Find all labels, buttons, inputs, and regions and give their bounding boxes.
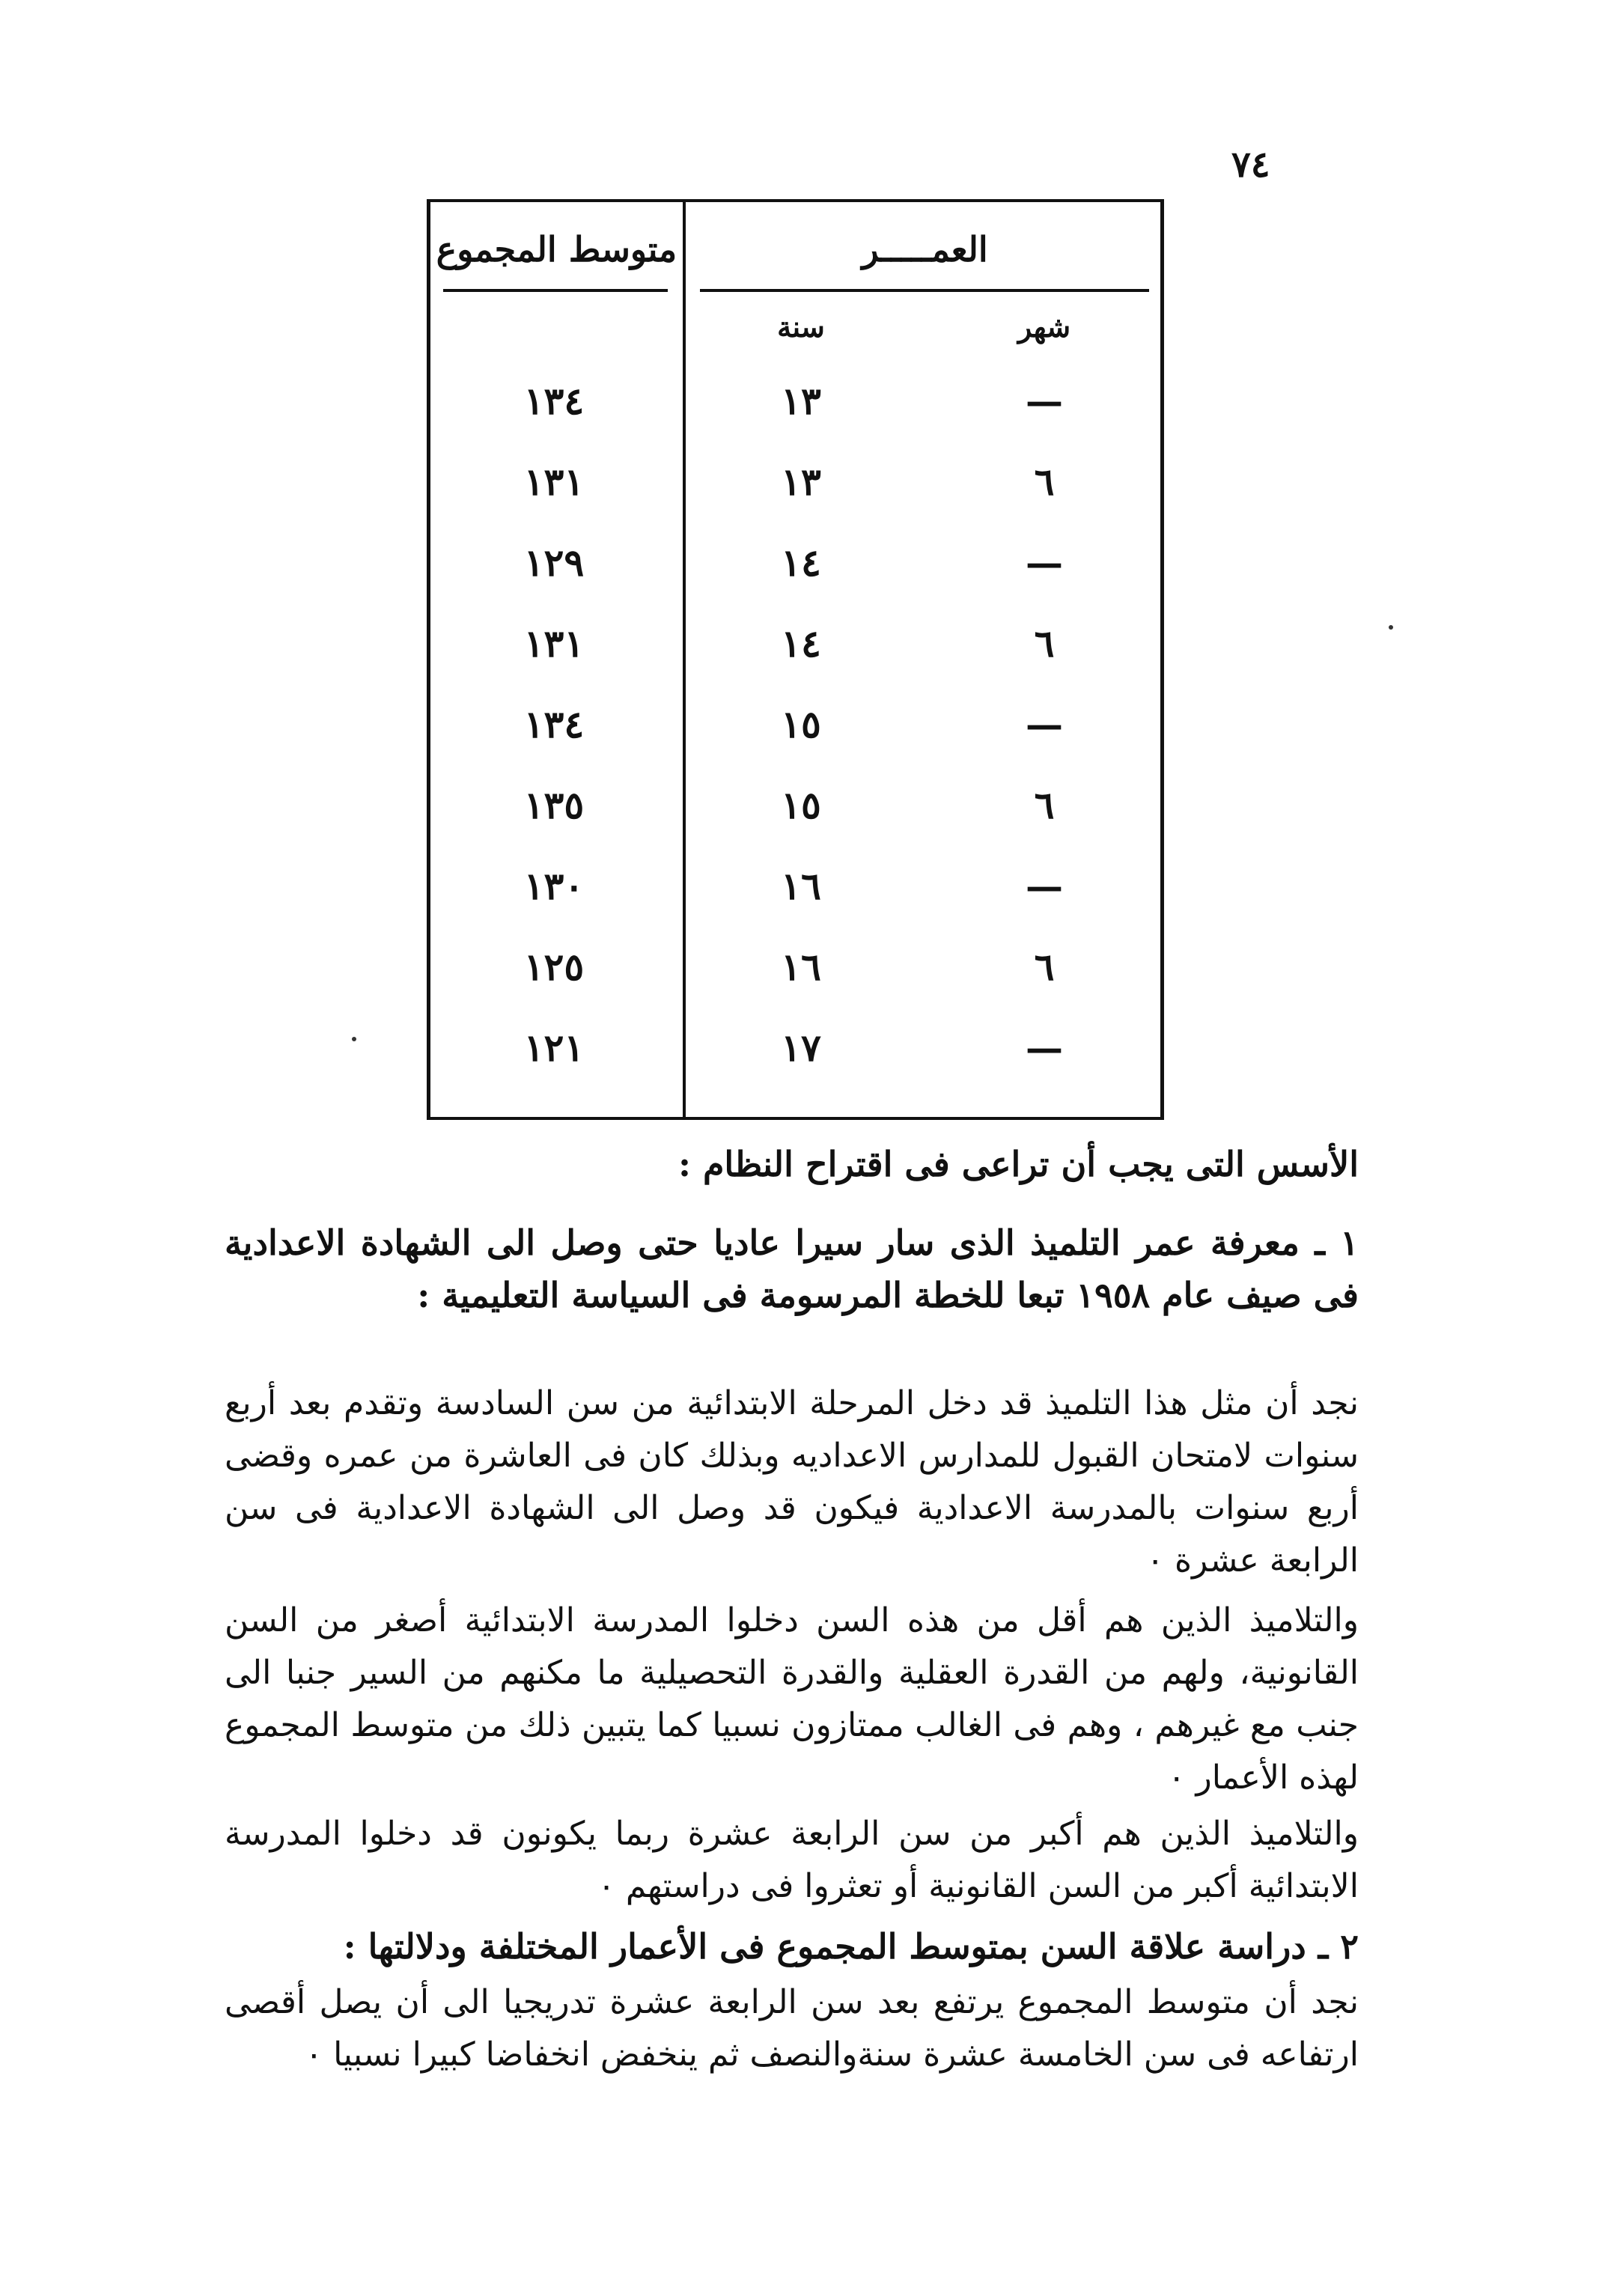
year-cell: ١٦: [781, 945, 821, 989]
age-score-table: [427, 199, 1164, 1120]
table-row: [427, 783, 1164, 864]
month-cell: —: [1026, 702, 1063, 746]
table-bottom-border: [427, 1117, 1164, 1120]
month-cell: —: [1026, 864, 1063, 908]
numbered-heading-2: ٢ ـ دراسة علاقة السن بمتوسط المجموع فى الأعمار المختلفة ودلالتها :: [343, 1926, 1359, 1967]
year-cell: ١٤: [781, 540, 821, 585]
month-cell: —: [1026, 1026, 1063, 1070]
average-cell: ١٢٩: [523, 540, 585, 585]
month-cell: ٦: [1034, 460, 1055, 504]
year-cell: ١٥: [781, 783, 821, 827]
paragraph: والتلاميذ الذين هم أكبر من سن الرابعة عشرة ربما يكونون قد دخلوا المدرسة الابتدائية أكبر من السن القانونية أو تعثروا فى دراستهم ٠: [225, 1815, 1359, 1905]
average-cell: ١٣٥: [523, 783, 585, 827]
paragraph: والتلاميذ الذين هم أقل من هذه السن دخلوا المدرسة الابتدائية أصغر من السن القانونية، ولهم من القدرة العقلية والقدرة التحصيلية ما مكنهم من السير جنبا الى جنب مع غيرهم ، وهم فى الغالب ممتازون نسبيا كما يتبين ذلك من متوسط المجموع لهذه الأعمار ٠: [225, 1601, 1359, 1797]
average-cell: ١٣٤: [523, 702, 585, 746]
paragraph: نجد أن مثل هذا التلميذ قد دخل المرحلة الابتدائية من سن السادسة وتقدم بعد أربع سنوات لامتحان القبول للمدارس الاعداديه وبذلك كان فى العاشرة من عمره وقضى أربع سنوات بالمدرسة الاعدادية فيكون قد وصل الى الشهادة الاعدادية فى سن الرابعة عشرة ٠: [225, 1384, 1359, 1580]
section-heading: الأسس التى يجب أن تراعى فى اقتراح النظام :: [677, 1144, 1359, 1184]
average-cell: ١٣١: [523, 460, 585, 504]
table-top-border: [427, 199, 1164, 202]
header-underline-age: [700, 289, 1149, 292]
year-cell: ١٥: [781, 702, 821, 746]
year-cell: ١٣: [781, 379, 821, 423]
average-cell: ١٣٠: [523, 864, 585, 908]
year-cell: ١٧: [781, 1026, 821, 1070]
table-row: [427, 702, 1164, 783]
table-row: [427, 460, 1164, 540]
table-row: [427, 1026, 1164, 1106]
table-body: [427, 379, 1164, 1106]
average-cell: ١٣١: [523, 621, 585, 666]
numbered-heading-1: ١ ـ معرفة عمر التلميذ الذى سار سيرا عاديا حتى وصل الى الشهادة الاعدادية فى صيف عام ١٩٥٨ تبعا للخطة المرسومة فى السياسة التعليمية :: [225, 1222, 1359, 1315]
month-cell: ٦: [1034, 945, 1055, 989]
scan-speck: [352, 1037, 356, 1041]
paragraph: نجد أن متوسط المجموع يرتفع بعد سن الرابعة عشرة تدريجيا الى أن يصل أقصى ارتفاعه فى سن الخامسة عشرة سنةوالنصف ثم ينخفض انخفاضا كبيرا نسبيا ٠: [225, 1983, 1359, 2074]
scan-speck: [1389, 625, 1393, 630]
month-subheader: شهر: [1017, 310, 1071, 344]
year-cell: ١٣: [781, 460, 821, 504]
table-row: [427, 540, 1164, 621]
table-row: [427, 864, 1164, 945]
page-number: ٧٤: [1231, 144, 1270, 186]
average-cell: ١٢١: [523, 1026, 585, 1070]
month-cell: ٦: [1034, 621, 1055, 666]
table-row: [427, 945, 1164, 1026]
year-cell: ١٤: [781, 621, 821, 666]
table-row: [427, 379, 1164, 460]
average-column-header: متوسط المجموع: [436, 229, 677, 270]
average-cell: ١٢٥: [523, 945, 585, 989]
table-row: [427, 621, 1164, 702]
month-cell: —: [1026, 379, 1063, 423]
month-cell: ٦: [1034, 783, 1055, 827]
month-cell: —: [1026, 540, 1063, 585]
age-column-header: العمـــــر: [862, 229, 988, 270]
header-underline-average: [443, 289, 668, 292]
year-cell: ١٦: [781, 864, 821, 908]
average-cell: ١٣٤: [523, 379, 585, 423]
year-subheader: سنة: [777, 310, 825, 344]
